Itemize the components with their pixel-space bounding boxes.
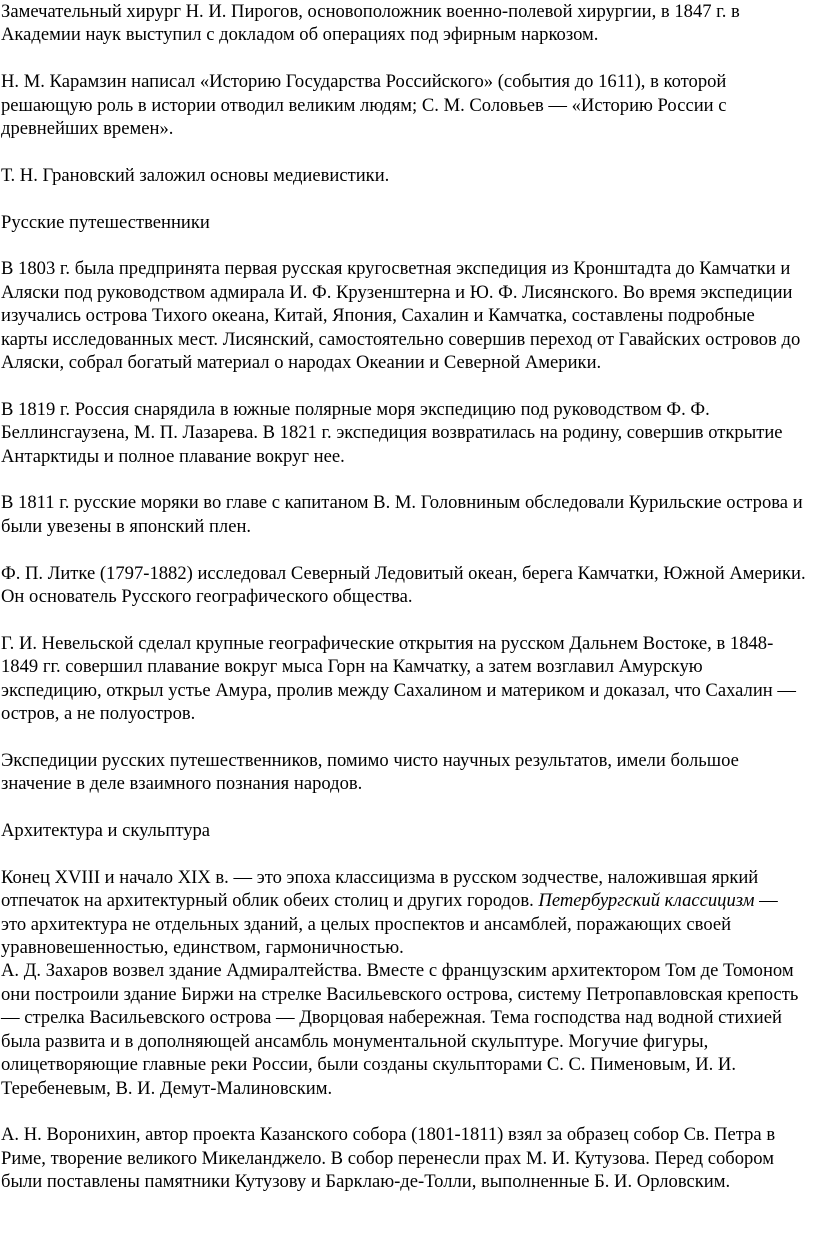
paragraph-voronikhin: А. Н. Воронихин, автор проекта Казанского собора (1801-1811) взял за образец собор Св. Петра в Риме, творение великого Микеланджело. В собор перенесли прах М. И. Кутузова. Перед собором были поставлены памятники Кутузову и Барклаю-де-Толли, выполненные Б. И. Орловским. <box>1 1124 776 1193</box>
classicism-text-end: — это архитектура не отдельных зданий, а целых проспектов и ансамблей, поражающих своей уравновешенностью, единством, гармоничностью. <box>1 890 778 959</box>
paragraph-karamzin: Н. М. Карамзин написал «Историю Государства Российского» (события до 1611), в которой решающую роль в истории отводил великим людям; С. М. Соловьев — «Историю России с древнейших времен». <box>1 71 727 140</box>
paragraph-expeditions-summary: Экспедиции русских путешественников, помимо чисто научных результатов, имели большое значение в деле взаимного познания народов. <box>1 749 739 795</box>
paragraph-zakharov: А. Д. Захаров возвел здание Адмиралтейства. Вместе с французским архитектором Том де Томоном они построили здание Биржи на стрелке Васильевского острова, систему Петропавловская крепость — стрелка Васильевского острова — Дворцовая набережная. Тема господства над водной стихией была развита и в дополняющей ансамбль монументальной скульптуре. Могучие фигуры, олицетворяющие главные реки России, были созданы скульпторами С. С. Пименовым, И. И. Теребеневым, В. И. Демут-Малиновским. <box>1 960 799 1099</box>
section-heading-architecture: Архитектура и скульптура <box>1 820 211 842</box>
paragraph-nevelskoy: Г. И. Невельской сделал крупные географические открытия на русском Дальнем Востоке, в 1848-1849 гг. совершил плавание вокруг мыса Горн на Камчатку, а затем возглавил Амурскую экспедицию, открыл устье Амура, пролив между Сахалином и материком и доказал, что Сахалин — остров, а не полуостров. <box>1 632 796 725</box>
paragraph-classicism <box>1 866 806 960</box>
classicism-text-start: Конец XVIII и начало XIX в. — это эпоха классицизма в русском зодчестве, наложившая яркий отпечаток на архитектурный облик обеих столиц и других городов. <box>1 866 759 912</box>
paragraph-granovsky: Т. Н. Грановский заложил основы медиевистики. <box>1 164 390 186</box>
section-heading-travelers: Русские путешественники <box>1 211 210 233</box>
classicism-emphasis: Петербургский классицизм <box>538 890 755 912</box>
paragraph-golovnin: В 1811 г. русские моряки во главе с капитаном В. М. Головниным обследовали Курильские острова и были увезены в японский плен. <box>1 492 803 537</box>
paragraph-krusenstern: В 1803 г. была предпринята первая русская кругосветная экспедиция из Кронштадта до Камчатки и Аляски под руководством адмирала И. Ф. Крузенштерна и Ю. Ф. Лисянского. Во время экспедиции изучались острова Тихого океана, Китай, Япония, Сахалин и Камчатка, составлены подробные карты исследованных мест. Лисянский, самостоятельно совершив переход от Гавайских островов до Аляски, собрал богатый материал о народах Океании и Северной Америки. <box>1 258 801 374</box>
paragraph-litke: Ф. П. Литке (1797-1882) исследовал Северный Ледовитый океан, берега Камчатки, Южной Америки. Он основатель Русского географического общества. <box>1 562 806 608</box>
paragraph-pirogov: Замечательный хирург Н. И. Пирогов, основоположник военно-полевой хирургии, в 1847 г. в Академии наук выступил с докладом об операциях под эфирным наркозом. <box>1 1 740 46</box>
paragraph-bellingshausen: В 1819 г. Россия снарядила в южные полярные моря экспедицию под руководством Ф. Ф. Беллинсгаузена, М. П. Лазарева. В 1821 г. экспедиция возвратилась на родину, совершив открытие Антарктиды и полное плавание вокруг нее. <box>1 398 783 467</box>
document-page <box>1 0 806 1217</box>
